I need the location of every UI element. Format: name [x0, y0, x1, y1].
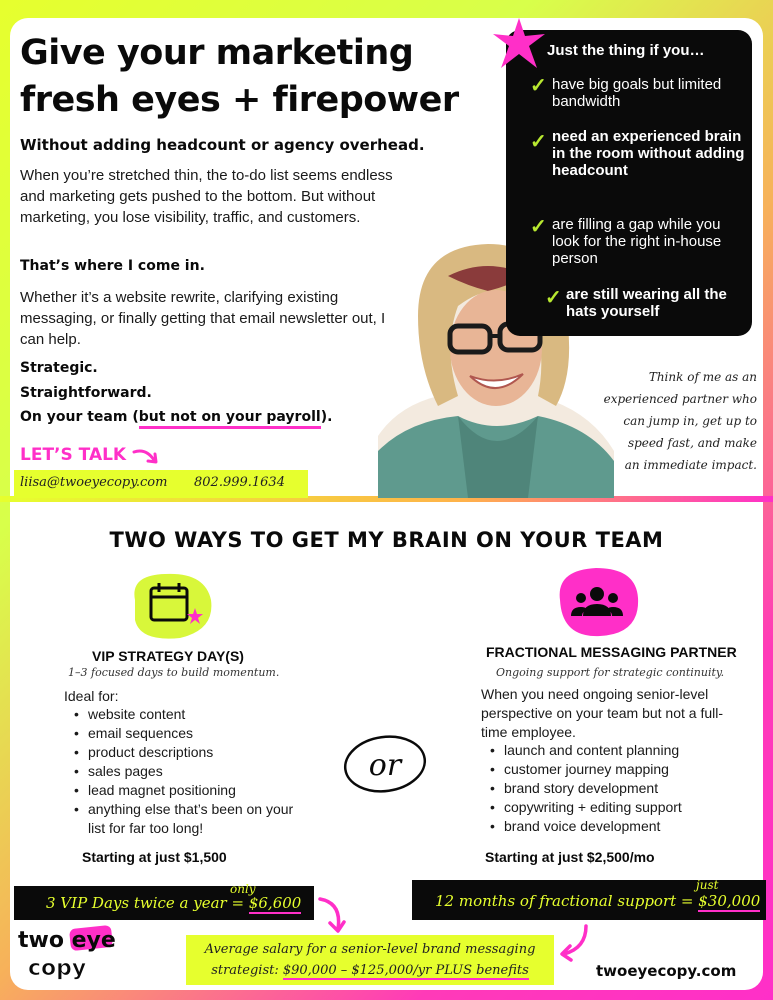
tagline-suffix: ). [320, 409, 333, 425]
brand-logo[interactable] [14, 925, 120, 983]
salary-range: $90,000 – $125,000/yr PLUS benefits [282, 963, 529, 978]
down-arrow-icon [556, 924, 590, 964]
team-icon [552, 564, 642, 640]
vip-offer-title: VIP STRATEGY DAY(S) [92, 648, 244, 664]
vip-offer-price: Starting at just $1,500 [82, 849, 227, 865]
logo-line-2: copy [28, 956, 87, 981]
list-item: • brand voice development [488, 817, 738, 836]
fractional-offer-title: FRACTIONAL MESSAGING PARTNER [486, 644, 737, 660]
quote-line: can jump in, get up to [623, 414, 757, 428]
tagline-on-your-team [20, 409, 332, 429]
quote-line: an immediate impact. [624, 458, 757, 472]
tagline-prefix: On your team ( [20, 409, 139, 425]
headline-line-2: fresh eyes + firepower [20, 80, 459, 120]
website-link[interactable]: twoeyecopy.com [596, 962, 737, 980]
logo-line-1: two eye [18, 928, 116, 953]
fractional-savings-text [435, 892, 760, 910]
headline-line-1: Give your marketing [20, 33, 414, 73]
lets-talk-cta[interactable]: LET’S TALK [20, 445, 127, 465]
fractional-offer-price: Starting at just $2,500/mo [485, 849, 655, 865]
vip-offer-subtitle: 1–3 focused days to build momentum. [68, 666, 280, 679]
vip-savings-value: $6,600 [248, 894, 302, 912]
list-item: • website content [72, 705, 312, 724]
partner-quote [595, 366, 757, 476]
help-paragraph: Whether it’s a website rewrite, clarifying existing messaging, or finally getting that email newsletter out, I can help. [20, 289, 386, 348]
check-icon: ✓ [545, 287, 562, 309]
only-tag: only [230, 882, 256, 896]
list-item: • launch and content planning [488, 741, 738, 760]
contact-phone-link[interactable]: 802.999.1634 [194, 475, 285, 490]
where-line: That’s where I come in. [20, 258, 205, 274]
fractional-savings-label: 12 months of fractional support = [435, 892, 699, 910]
qualifier-item: need an experienced brain in the room without adding headcount [552, 128, 745, 179]
curved-arrow-icon [132, 446, 162, 468]
quote-line: speed fast, and make [627, 436, 757, 450]
salary-comparison [186, 939, 554, 981]
salary-line-1: Average salary for a senior-level brand messaging [204, 942, 536, 957]
down-arrow-icon [316, 897, 350, 937]
list-item: • copywriting + editing support [488, 798, 738, 817]
list-item: • anything else that’s been on your list for far too long! [72, 800, 312, 838]
or-divider [340, 733, 430, 795]
vip-savings-text [46, 894, 301, 912]
salary-prefix: strategist: [211, 963, 283, 978]
qualifier-item: are filling a gap while you look for the right in-house person [552, 216, 722, 267]
vip-offer-intro: Ideal for: [64, 688, 119, 704]
qualifier-item: are still wearing all the hats yourself [566, 286, 727, 320]
list-item: • brand story development [488, 779, 738, 798]
section-title: TWO WAYS TO GET MY BRAIN ON YOUR TEAM [109, 528, 664, 552]
fractional-offer-intro: When you need ongoing senior-level perspective on your team but not a full-time employee. [481, 686, 724, 740]
quote-line: Think of me as an [648, 370, 757, 384]
salary-line-2 [186, 960, 554, 981]
list-item: • sales pages [72, 762, 312, 781]
quote-line: experienced partner who [603, 392, 757, 406]
just-tag: just [696, 878, 719, 892]
subhead: Without adding headcount or agency overhead. [20, 136, 425, 154]
check-icon: ✓ [530, 75, 547, 97]
list-item: • lead magnet positioning [72, 781, 312, 800]
tagline-payroll: but not on your payroll [139, 409, 321, 429]
fractional-offer-list [488, 741, 738, 836]
list-item: • email sequences [72, 724, 312, 743]
vip-offer-list [72, 705, 312, 838]
tagline-strategic: Strategic. [20, 360, 98, 376]
tagline-straightforward: Straightforward. [20, 385, 152, 401]
intro-paragraph: When you’re stretched thin, the to-do list seems endless and marketing gets pushed to the bottom. But without marketing, you lose visibility, traffic, and customers. [20, 167, 393, 226]
page-headline [20, 30, 490, 124]
list-item: • product descriptions [72, 743, 312, 762]
qualifier-item: have big goals but limited bandwidth [552, 76, 722, 110]
vip-savings-label: 3 VIP Days twice a year = [46, 894, 249, 912]
star-burst-icon [491, 16, 547, 72]
check-icon: ✓ [530, 216, 547, 238]
contact-email-link[interactable]: liisa@twoeyecopy.com [20, 475, 168, 490]
qualifier-title: Just the thing if you… [547, 42, 705, 59]
list-item: • customer journey mapping [488, 760, 738, 779]
check-icon: ✓ [530, 131, 547, 153]
fractional-savings-value: $30,000 [698, 892, 761, 910]
calendar-icon [125, 570, 215, 642]
fractional-offer-subtitle: Ongoing support for strategic continuity. [496, 666, 725, 679]
or-label: or [368, 748, 402, 783]
